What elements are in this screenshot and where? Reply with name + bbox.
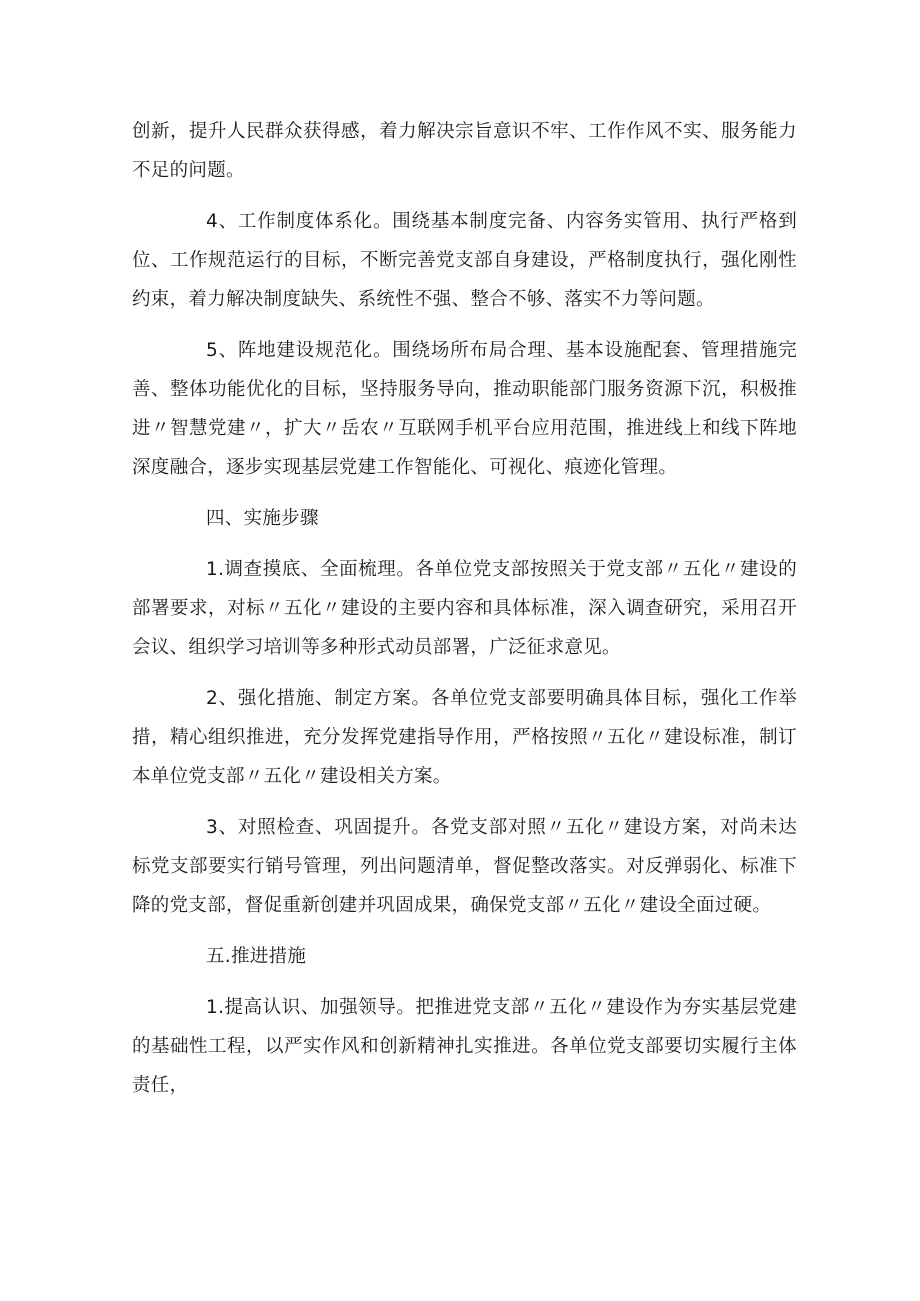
- paragraph-continuation: 创新，提升人民群众获得感，着力解决宗旨意识不牢、工作作风不实、服务能力不足的问题。: [132, 121, 797, 181]
- paragraph-measure-1: 1.提高认识、加强领导。把推进党支部〃五化〃建设作为夯实基层党建的基础性工程，以严实作风和创新精神扎实推进。各单位党支部要切实履行主体责任，: [132, 997, 797, 1096]
- paragraph-step-3: 3、对照检查、巩固提升。各党支部对照〃五化〃建设方案，对尚未达标党支部要实行销号管理，列出问题清单，督促整改落实。对反弹弱化、标准下降的党支部，督促重新创建并巩固成果，确保党支部〃五化〃建设全面过硬。: [132, 817, 797, 916]
- document-body: [132, 112, 797, 1117]
- paragraph-step-2: 2、强化措施、制定方案。各单位党支部要明确具体目标，强化工作举措，精心组织推进，充分发挥党建指导作用，严格按照〃五化〃建设标准，制订本单位党支部〃五化〃建设相关方案。: [132, 688, 797, 787]
- paragraph-position-building: 5、阵地建设规范化。围绕场所布局合理、基本设施配套、管理措施完善、整体功能优化的目标，坚持服务导向，推动职能部门服务资源下沉，积极推进〃智慧党建〃，扩大〃岳农〃互联网手机平台应用范围，推进线上和线下阵地深度融合，逐步实现基层党建工作智能化、可视化、痕迹化管理。: [132, 340, 797, 478]
- section-heading-implementation-steps: 四、实施步骤: [206, 508, 319, 529]
- paragraph-work-system: 4、工作制度体系化。围绕基本制度完备、内容务实管用、执行严格到位、工作规范运行的目标，不断完善党支部自身建设，严格制度执行，强化刚性约束，着力解决制度缺失、系统性不强、整合不够、落实不力等问题。: [132, 211, 797, 310]
- paragraph-step-1: 1.调查摸底、全面梳理。各单位党支部按照关于党支部〃五化〃建设的部署要求，对标〃五化〃建设的主要内容和具体标准，深入调查研究，采用召开会议、组织学习培训等多种形式动员部署，广泛征求意见。: [132, 559, 797, 658]
- section-heading-measures: 五.推进措施: [206, 946, 307, 967]
